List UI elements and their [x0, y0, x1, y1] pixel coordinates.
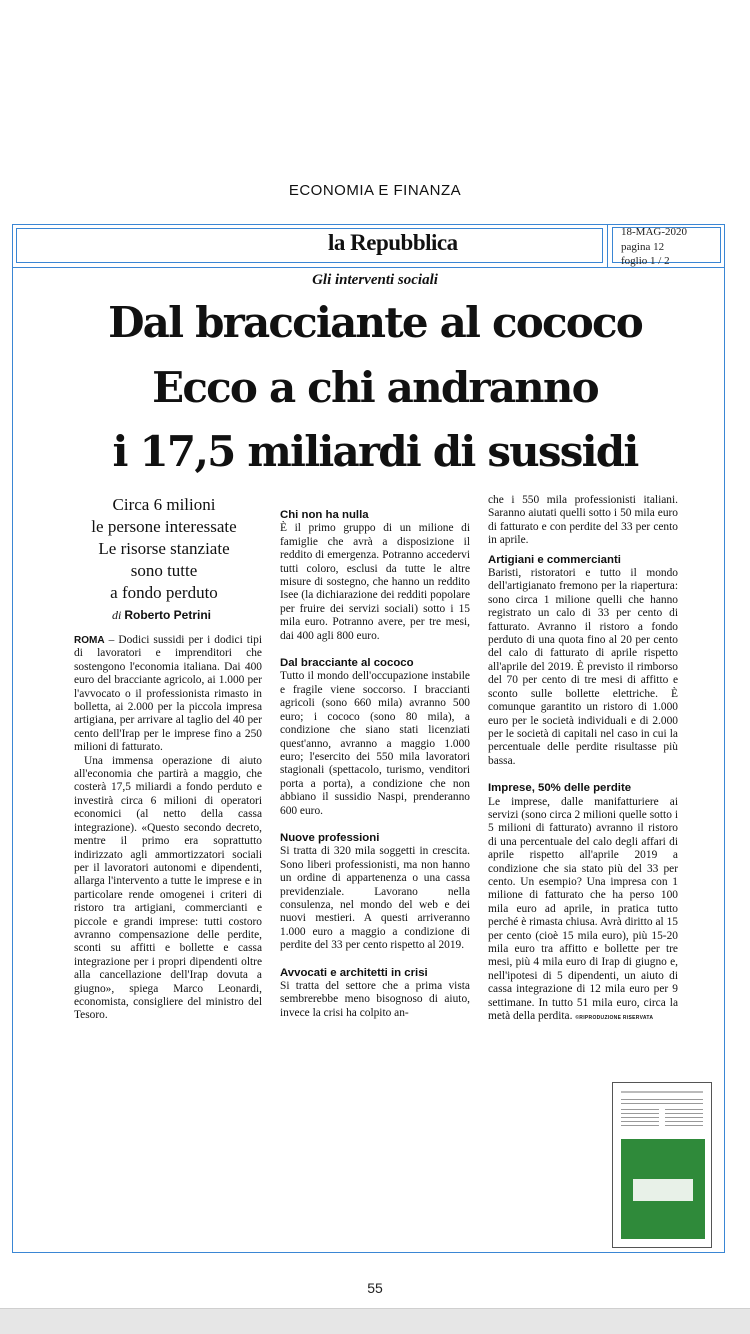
article-column-1 — [74, 634, 262, 1023]
copyright-note: ©RIPRODUZIONE RISERVATA — [575, 1015, 654, 1022]
section-label: ECONOMIA E FINANZA — [288, 182, 462, 199]
article-column-3 — [488, 494, 678, 1025]
headline-line-1: Dal bracciante al cococo — [108, 298, 642, 347]
paragraph: Si tratta di 320 mila soggetti in crescita. Sono liberi professionisti, ma non hanno un ordine di appartenenza o una cassa previdenziale. Lavorano nella consulenza, nel mondo del web e dei nuovi mestieri. A questi arriveranno 1.000 euro a maggio a condizione di perdite del 33 per cento rispetto al 2019. — [280, 845, 470, 952]
subheading: Dal bracciante al cococo — [280, 657, 414, 670]
subheading: Chi non ha nulla — [280, 509, 369, 521]
subheading: Imprese, 50% delle perdite — [488, 782, 632, 795]
bottom-toolbar — [0, 1308, 750, 1334]
paragraph: Baristi, ristoratori e tutto il mondo dell'artigianato fremono per la riapertura: sono circa 1 milione quelli che hanno registrato un calo di 33 per cento di fatturato. Avranno il ristoro a fondo perduto di una quota fino al 20 per cento del calo di fatturato di aprile rispetto all'aprile del 2019. È previsto il rimborso del 70 per cento di tre mesi di affitto e sconto sulle bollette elettriche. È comunque garantito un ristoro di 1.000 euro per le società individuali e di 2.000 per le società di capitali nel caso in cui la percentuale delle perdite risultasse più bassa. — [488, 567, 678, 767]
article-column-2 — [280, 509, 470, 1020]
subheadline-line-1: Circa 6 milioni — [112, 495, 216, 514]
dateline: ROMA — [74, 635, 105, 646]
subheading: Nuove professioni — [280, 831, 380, 844]
kicker: Gli interventi sociali — [312, 272, 438, 288]
sheet-ref: foglio 1 / 2 — [621, 255, 670, 267]
subheading: Avvocati e architetti in crisi — [280, 966, 428, 979]
subheadline-line-3: Le risorse stanziate — [98, 539, 230, 558]
subheadline-line-5: a fondo perduto — [110, 583, 218, 602]
newspaper-masthead: la Repubblica — [328, 230, 458, 255]
subheadline-line-4: sono tutte — [130, 561, 198, 580]
paragraph: Le imprese, dalle manifatturiere ai servizi (sono circa 2 milioni quelle sotto i 5 milioni di fatturato) avranno il ristoro di una percentuale del calo degli affari di aprile rispetto all'aprile 2019 a condizione che sia stato più del 33 per cento. Un esempio? Una impresa con 1 milione di fatturato che ha perso 100 mila euro ad aprile, in pratica tutto perché è rimasta chiusa. Avrà diritto al 15 per cento (cioè 15 mila euro), più 15-20 mila euro tra affitto e bollette per tre mesi, più 4 mila euro di Irap di giugno e, nell'ipotesi di 5 dipendenti, un aiuto di cassa integrazione di 12 mila euro per 9 settimane. In tutto 51 mila euro, circa la metà della perdita. ©RIPRODUZIONE RISERVATA — [488, 795, 678, 1023]
page-thumbnail — [612, 1082, 712, 1248]
page-number: 55 — [367, 1280, 383, 1296]
byline-author: Roberto Petrini — [124, 608, 212, 622]
date-text: 18-MAG-2020 — [621, 226, 687, 238]
paragraph: Una immensa operazione di aiuto all'economia che partirà a maggio, che costerà 17,5 miliardi a fondo perduto e investirà circa 6 milioni di operatori economici (al netto della cassa integrazione). «Questo secondo decreto, mentre il primo era soprattutto indirizzato agli ammortizzatori sociali per il lavoratori autonomi e dipendenti, allarga l'intervento a tutte le imprese e in particolare rende omogenei i criteri di ristoro tra artigiani, commercianti e piccole e grandi imprese: tutti costoro avranno compensazione delle perdite, sconti su affitti e bollette e cassa integrazione per i propri dipendenti oltre alla cancellazione dell'Irap dovuta a giugno», spiega Marco Leonardi, economista, consigliere del ministro del Tesoro. — [74, 754, 262, 1022]
byline — [112, 608, 211, 623]
headline-line-3: i 17,5 miliardi di sussidi — [112, 427, 638, 476]
subheadline-line-2: le persone interessate — [91, 517, 237, 536]
paragraph: Si tratta del settore che a prima vista sembrerebbe meno bisognoso di aiuto, invece la crisi ha colpito an- — [280, 980, 470, 1019]
headline-line-2: Ecco a chi andranno — [152, 363, 598, 412]
paragraph: ROMA – Dodici sussidi per i dodici tipi di lavoratori e imprenditori che sostengono l'economia italiana. Dai 400 euro del bracciante agricolo, ai 1.000 per l'avvocato o il professionista rimasto in bolletta, ai 2.000 per la piccola impresa artigiana, per arrivare al taglio del 40 per cento dell'Irap per le imprese fino a 250 milioni di fatturato. — [74, 634, 263, 754]
byline-prefix: di — [112, 608, 122, 622]
paragraph: È il primo gruppo di un milione di famiglie che avrà a disposizione il reddito di emergenza. Potranno accedervi tutti coloro, esclusi da tutte le altre misure di sostegno, che hanno un reddito Isee (la dichiarazione dei redditi popolare per fruire dei servizi sociali) sotto i 15 mila euro. Potranno avere, per tre mesi, dai 400 agli 800 euro. — [280, 522, 470, 642]
paragraph: che i 550 mila professionisti italiani. Saranno aiutati quelli sotto i 50 mila euro di fatturato e con perdite del 33 per cento in aprile. — [488, 494, 678, 547]
masthead-box — [12, 224, 608, 268]
subheading: Artigiani e commercianti — [488, 553, 621, 566]
paragraph: Tutto il mondo dell'occupazione instabile e fragile viene soccorso. I braccianti agricoli (sono 660 mila) avranno 500 euro; i cococo (sono 80 mila), a condizione che siano stati licenziati quest'anno, avranno a maggio 1.000 euro; l'esercito dei 550 mila lavoratori stagionali (spettacolo, turismo, venditori porta a porta), a condizione che non abbiano il sussidio Naspi, prenderanno 600 euro. — [280, 670, 470, 817]
page-ref: pagina 12 — [621, 241, 665, 253]
